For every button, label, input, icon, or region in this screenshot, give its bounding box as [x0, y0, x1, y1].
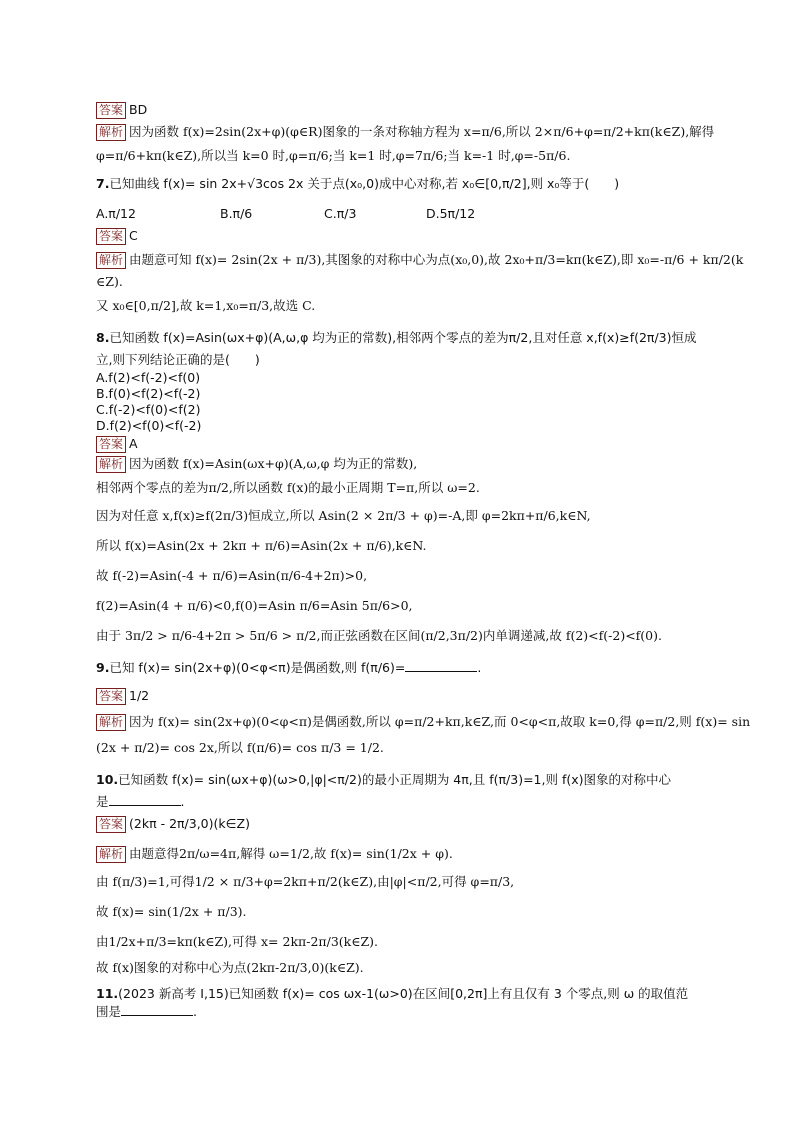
- answer-tag: 答案: [96, 816, 126, 833]
- analysis-line: [96, 714, 751, 731]
- answer-text: 1/2: [129, 688, 150, 703]
- analysis-tag: 解析: [96, 124, 126, 141]
- answer-line: [96, 228, 734, 245]
- answer-line: [96, 816, 734, 833]
- text-line: ∈Z).: [96, 274, 123, 289]
- text-line: (2x + π/2)= cos 2x,所以 f(π/6)= cos π/3 = 1/2.: [96, 740, 384, 755]
- question-text: 围是: [96, 1004, 122, 1019]
- question-11: [96, 986, 734, 1002]
- analysis-tag: 解析: [96, 714, 126, 731]
- analysis-text: 由题意可知 f(x)= 2sin(2x + π/3),其图象的对称中心为点(x₀,0),故 2x₀+π/3=kπ(k∈Z),即 x₀=-π/6 + kπ/2(k: [129, 252, 744, 267]
- answer-line: [96, 436, 734, 453]
- question-text-cont: [96, 794, 734, 810]
- text-line: 故 f(x)图象的对称中心为点(2kπ-2π/3,0)(k∈Z).: [96, 960, 364, 975]
- text-line: 由 f(π/3)=1,可得1/2 × π/3+φ=2kπ+π/2(k∈Z),由|φ|<π/2,可得 φ=π/3,: [96, 874, 515, 889]
- question-tail: .: [477, 660, 482, 675]
- text-line: 故 f(-2)=Asin(-4 + π/6)=Asin(π/6-4+2π)>0,: [96, 568, 368, 583]
- question-text: (2023 新高考 Ⅰ,15)已知函数 f(x)= cos ωx-1(ω>0)在区间[0,2π]上有且仅有 3 个零点,则 ω 的取值范: [118, 986, 689, 1001]
- text-line: 相邻两个零点的差为π/2,所以函数 f(x)的最小正周期 T=π,所以 ω=2.: [96, 480, 480, 495]
- options-row: [96, 206, 734, 222]
- answer-tag: 答案: [96, 228, 126, 245]
- question-10: [96, 772, 734, 788]
- question-tail: .: [180, 794, 185, 809]
- analysis-text: 由题意得2π/ω=4π,解得 ω=1/2,故 f(x)= sin(1/2x + φ).: [129, 846, 453, 861]
- analysis-tag: 解析: [96, 846, 126, 863]
- text-line: 又 x₀∈[0,π/2],故 k=1,x₀=π/3,故选 C.: [96, 298, 316, 313]
- analysis-line: [96, 846, 734, 863]
- analysis-text: 因为 f(x)= sin(2x+φ)(0<φ<π)是偶函数,所以 φ=π/2+kπ,k∈Z,而 0<φ<π,故取 k=0,得 φ=π/2,则 f(x)= sin: [129, 714, 751, 729]
- analysis-line: [96, 252, 744, 269]
- question-8: [96, 330, 734, 346]
- answer-text: BD: [129, 102, 148, 117]
- option-a[interactable]: A.π/12: [96, 206, 136, 221]
- question-number: 7.: [96, 176, 110, 191]
- question-number: 9.: [96, 660, 110, 675]
- answer-text: (2kπ - 2π/3,0)(k∈Z): [129, 816, 250, 831]
- text-line: φ=π/6+kπ(k∈Z),所以当 k=0 时,φ=π/6;当 k=1 时,φ=7π/6;当 k=-1 时,φ=-5π/6.: [96, 148, 571, 163]
- question-text-cont: 立,则下列结论正确的是( ): [96, 352, 260, 367]
- answer-tag: 答案: [96, 436, 126, 453]
- answer-blank[interactable]: [109, 794, 181, 806]
- answer-line: [96, 688, 734, 705]
- answer-text: C: [129, 228, 138, 243]
- question-number: 10.: [96, 772, 119, 787]
- option-d[interactable]: D.5π/12: [426, 206, 476, 221]
- analysis-tag: 解析: [96, 252, 126, 269]
- answer-tag: 答案: [96, 688, 126, 705]
- answer-blank[interactable]: [405, 660, 477, 672]
- text-line: 因为对任意 x,f(x)≥f(2π/3)恒成立,所以 Asin(2 × 2π/3 + φ)=-A,即 φ=2kπ+π/6,k∈N,: [96, 508, 591, 523]
- option-b[interactable]: B.f(0)<f(2)<f(-2): [96, 386, 201, 401]
- question-text: 已知函数 f(x)=Asin(ωx+φ)(A,ω,φ 均为正的常数),相邻两个零点的差为π/2,且对任意 x,f(x)≥f(2π/3)恒成: [109, 330, 697, 345]
- answer-blank[interactable]: [121, 1004, 193, 1016]
- question-text-cont: [96, 1004, 734, 1020]
- analysis-tag: 解析: [96, 456, 126, 473]
- question-number: 8.: [96, 330, 110, 345]
- question-9: [96, 660, 734, 676]
- text-line: 所以 f(x)=Asin(2x + 2kπ + π/6)=Asin(2x + π/6),k∈N.: [96, 538, 427, 553]
- text-line: 由1/2x+π/3=kπ(k∈Z),可得 x= 2kπ-2π/3(k∈Z).: [96, 934, 379, 949]
- question-text: 已知曲线 f(x)= sin 2x+√3cos 2x 关于点(x₀,0)成中心对称,若 x₀∈[0,π/2],则 x₀等于( ): [109, 176, 620, 191]
- analysis-line: [96, 456, 734, 473]
- option-d[interactable]: D.f(2)<f(0)<f(-2): [96, 418, 202, 433]
- analysis-text: 因为函数 f(x)=Asin(ωx+φ)(A,ω,φ 均为正的常数),: [129, 456, 418, 471]
- analysis-line: [96, 124, 734, 141]
- question-7: [96, 176, 734, 192]
- option-c[interactable]: C.f(-2)<f(0)<f(2): [96, 402, 201, 417]
- text-line: 故 f(x)= sin(1/2x + π/3).: [96, 904, 247, 919]
- option-b[interactable]: B.π/6: [220, 206, 253, 221]
- answer-text: A: [129, 436, 138, 451]
- analysis-text: 因为函数 f(x)=2sin(2x+φ)(φ∈R)图象的一条对称轴方程为 x=π/6,所以 2×π/6+φ=π/2+kπ(k∈Z),解得: [129, 124, 715, 139]
- answer-line: [96, 102, 734, 119]
- option-a[interactable]: A.f(2)<f(-2)<f(0): [96, 370, 201, 385]
- answer-tag: 答案: [96, 102, 126, 119]
- question-text: 已知函数 f(x)= sin(ωx+φ)(ω>0,|φ|<π/2)的最小正周期为 4π,且 f(π/3)=1,则 f(x)图象的对称中心: [118, 772, 671, 787]
- text-line: 由于 3π/2 > π/6-4+2π > 5π/6 > π/2,而正弦函数在区间(π/2,3π/2)内单调递减,故 f(2)<f(-2)<f(0).: [96, 628, 662, 643]
- question-tail: .: [193, 1004, 197, 1019]
- question-number: 11.: [96, 986, 119, 1001]
- option-c[interactable]: C.π/3: [324, 206, 357, 221]
- question-text: 已知 f(x)= sin(2x+φ)(0<φ<π)是偶函数,则 f(π/6)=: [109, 660, 406, 675]
- text-line: f(2)=Asin(4 + π/6)<0,f(0)=Asin π/6=Asin 5π/6>0,: [96, 598, 413, 613]
- question-text: 是: [96, 794, 109, 809]
